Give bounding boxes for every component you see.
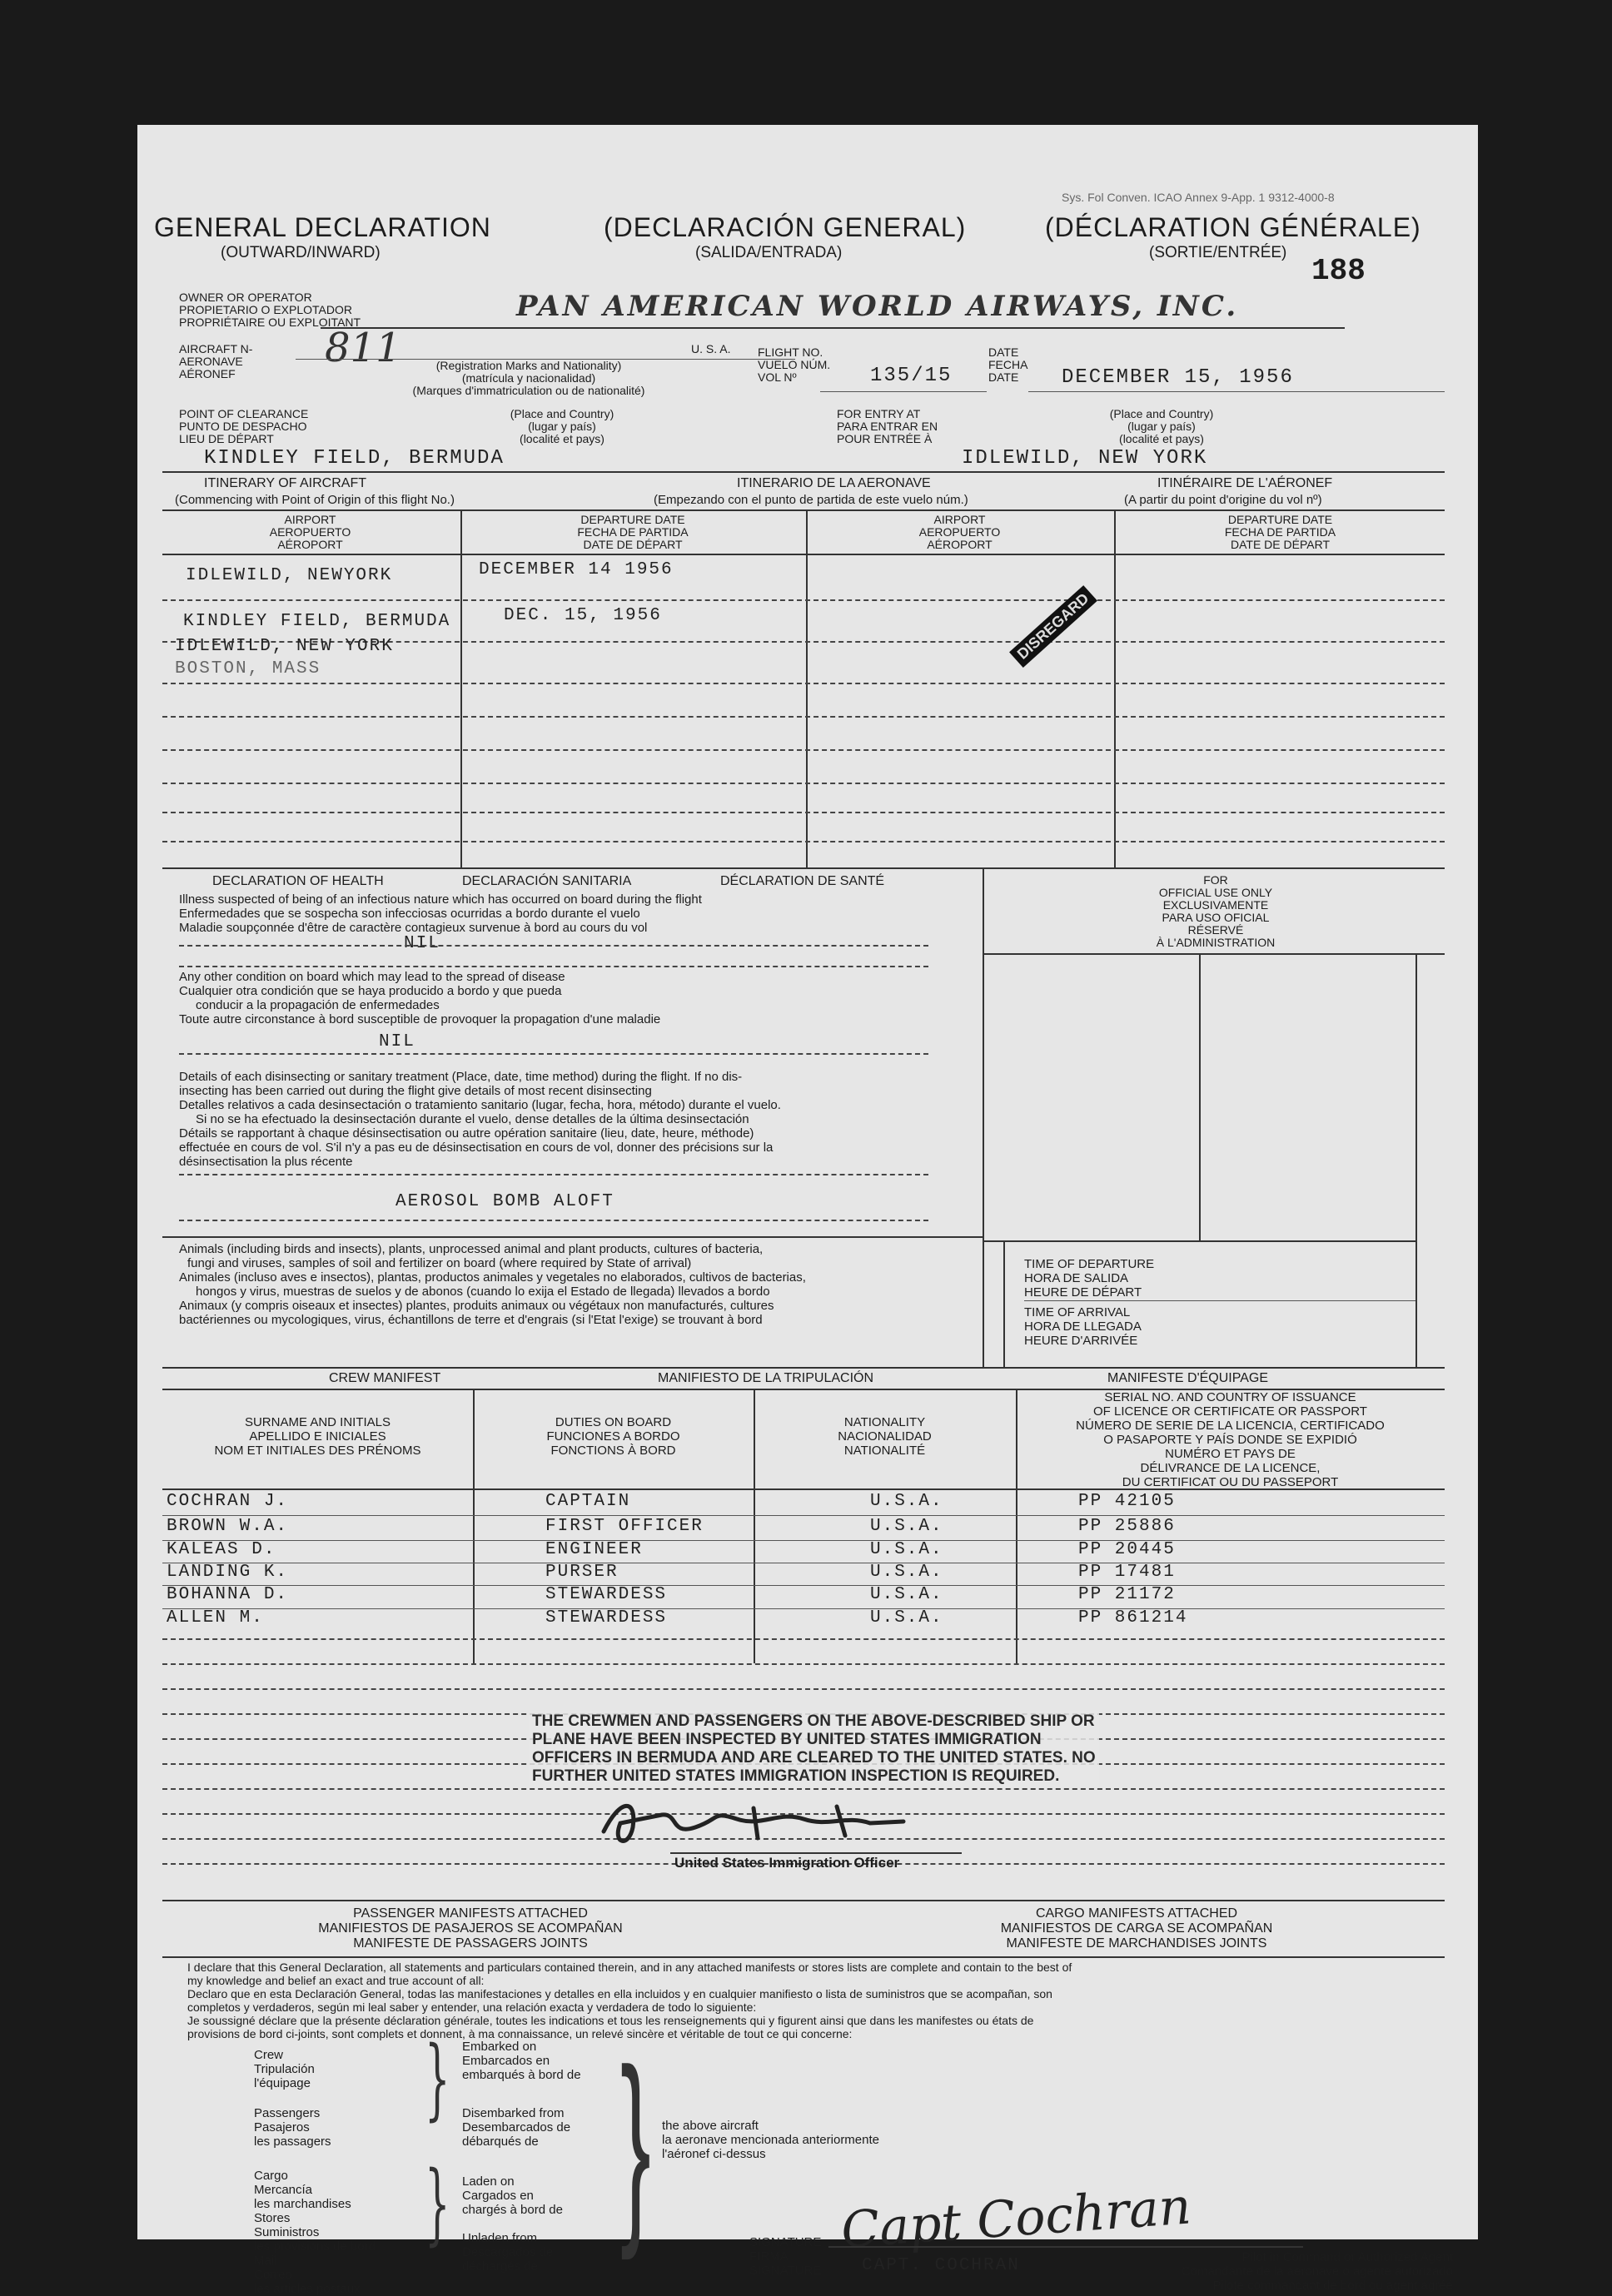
declaration-crew: Crew Tripulación l'équipage	[254, 2048, 315, 2090]
crew-license-5: PP 21172	[1078, 1585, 1176, 1604]
form-reference: Sys. Fol Conven. ICAO Annex 9-App. 1 9312-4000-8	[1062, 191, 1335, 204]
crew-name-1: COCHRAN J.	[167, 1492, 289, 1511]
crew-license-2: PP 25886	[1078, 1517, 1176, 1536]
itinerary-note-en: (Commencing with Point of Origin of this flight No.)	[175, 493, 455, 507]
official-use-label: FOR OFFICIAL USE ONLY EXCLUSIVAMENTE PARA USO OFICIAL RÉSERVÉ À L'ADMINISTRATION	[1156, 873, 1276, 949]
flight-number: 135/15	[870, 365, 953, 387]
health-q2: Any other condition on board which may lead to the spread of disease Cualquier otra condición que se haya producido a bordo y que pueda conducir a la propagación de enfermedades Toute autre circonstance à bord susceptible de provoquer la propagation d'une maladie	[179, 970, 661, 1026]
col-airport-2: AIRPORT AEROPUERTO AÉROPORT	[918, 513, 1001, 551]
itinerary-airport-row-1: IDLEWILD, NEWYORK	[186, 566, 393, 585]
crew-title-es: MANIFIESTO DE LA TRIPULACIÓN	[658, 1371, 874, 1385]
crew-duty-4: PURSER	[545, 1563, 619, 1582]
flight-label: FLIGHT NO. VUELO NÚM. VOL Nº	[758, 345, 831, 384]
health-title-es: DECLARACIÓN SANITARIA	[462, 874, 632, 888]
crew-title-en: CREW MANIFEST	[329, 1371, 441, 1385]
title-es: (DECLARACIÓN GENERAL)	[604, 212, 967, 242]
itinerary-airport-row-3: IDLEWILD, NEW YORK	[175, 637, 394, 656]
subtitle-fr: (SORTIE/ENTRÉE)	[1149, 244, 1287, 261]
health-q3: Details of each disinsecting or sanitary treatment (Place, date, time method) during the flight. If no dis- insecting has been carried out during the flight give details of most recent disinsecting Detalles relativos a cada desinsectación o tratamiento sanitario (lugar, fecha, hora, método) durante el vuelo. Si no se ha efectuado la desinsectación durante el vuelo, dense detalles de la última desinsectación Détails se rapportant à chaque désinsectisation ou autre opération sanitaire (lieu, date, heure, méthode) effectuée en cours de vol. S'il n'y a pas eu de désinsectisation en cours de vol, donner des précisions sur la désinsectisation la plus récente	[179, 1070, 781, 1169]
crew-nat-2: U.S.A.	[870, 1517, 943, 1536]
declaration-disembarked: Disembarked from Desembarcados de débarqués de	[462, 2106, 571, 2149]
operator-label: OWNER OR OPERATOR PROPIETARIO O EXPLOTADOR PROPRIÉTAIRE OU EXPLOITANT	[179, 291, 361, 329]
crew-nat-6: U.S.A.	[870, 1608, 943, 1628]
crew-license-3: PP 20445	[1078, 1540, 1176, 1559]
operator-value: PAN AMERICAN WORLD AIRWAYS, INC.	[516, 290, 1239, 323]
brace-3: }	[620, 2025, 651, 2262]
crew-duty-6: STEWARDESS	[545, 1608, 668, 1628]
flight-date: DECEMBER 15, 1956	[1062, 366, 1294, 389]
crew-name-3: KALEAS D.	[167, 1540, 276, 1559]
declaration-embarked: Embarked on Embarcados en embarqués à bord de	[462, 2040, 581, 2082]
time-of-arrival-label: TIME OF ARRIVAL HORA DE LLEGADA HEURE D'ARRIVÉE	[1024, 1305, 1142, 1348]
title-fr: (DÉCLARATION GÉNÉRALE)	[1045, 212, 1421, 242]
disregard-stamp: DISREGARD	[1009, 585, 1097, 668]
itinerary-title-en: ITINERARY OF AIRCRAFT	[204, 476, 366, 490]
declaration-text: I declare that this General Declaration, all statements and particulars contained therein, and in any attached manifests or stores lists are complete and contain to the best of my knowledge and belief an exact and true account of all: Declaro que en esta Declaración General, todas las manifestaciones y detalles en ella incluidos y en cualquier manifiesto o lista de suministros que se acompañan, son completos y verdaderos, según mi leal saber y entender, una relación exacta y verdadera de todo lo siguiente: Je soussigné déclare que la présente déclaration générale, toutes les indications et tous les renseignements qui y figurent ainsi que dans les manifestes ou états de provisions de bord ci-joints, sont complets et donnent, à ma connaissance, un relevé sincère et véritable de tout ce qui concerne:	[187, 1961, 1072, 2040]
crew-license-6: PP 861214	[1078, 1608, 1188, 1628]
aircraft-registration: 811	[325, 325, 401, 371]
declaration-mail: Mail Correo les articles postaux	[254, 2254, 361, 2296]
crew-duty-3: ENGINEER	[545, 1540, 643, 1559]
crew-name-4: LANDING K.	[167, 1563, 289, 1582]
itinerary-date-row-2: DEC. 15, 1956	[504, 606, 662, 625]
health-q1: Illness suspected of being of an infectious nature which has occurred on board during the flight Enfermedades que se sospecha son infecciosas ocurridas a bordo durante el vuelo Maladie soupçonnée d'être de caractère contagieux survenue à bord au cours du vol	[179, 892, 702, 935]
itinerary-title-fr: ITINÉRAIRE DE L'AÉRONEF	[1157, 476, 1333, 490]
immigration-stamp: THE CREWMEN AND PASSENGERS ON THE ABOVE-DESCRIBED SHIP OR PLANE HAVE BEEN INSPECTED BY UNITED STATES IMMIGRATION OFFICERS IN BERMUDA AND ARE CLEARED TO THE UNITED STATES. NO FURTHER UNITED STATES IMMIGRATION INSPECTION IS REQUIRED.	[529, 1711, 1099, 1787]
health-a1: NIL	[404, 934, 440, 953]
immigration-officer-signature	[587, 1790, 987, 1852]
aircraft-label: AIRCRAFT N- AERONAVE AÉRONEF	[179, 342, 253, 380]
crew-nat-5: U.S.A.	[870, 1585, 943, 1604]
crew-name-5: BOHANNA D.	[167, 1585, 289, 1604]
declaration-laden: Laden on Cargados en chargés à bord de	[462, 2174, 563, 2217]
crew-name-6: ALLEN M.	[167, 1608, 264, 1628]
crew-col-license: SERIAL NO. AND COUNTRY OF ISSUANCE OF LICENCE OR CERTIFICATE OR PASSPORT NÚMERO DE SERIE DE LA LICENCIA, CERTIFICADO O PASAPORTE Y PAÍS DONDE SE EXPIDIÓ NUMÉRO ET PAYS DE DÉLIVRANCE DE LA LICENCE, DU CERTIFICAT OU DU PASSEPORT	[1076, 1390, 1385, 1489]
brace-2: }	[425, 2153, 450, 2256]
crew-duty-2: FIRST OFFICER	[545, 1517, 704, 1536]
date-label: DATE FECHA DATE	[988, 345, 1028, 384]
cargo-manifests-label: CARGO MANIFESTS ATTACHED MANIFIESTOS DE CARGA SE ACOMPAÑAN MANIFESTE DE MARCHANDISES JOINTS	[1000, 1906, 1273, 1951]
itinerary-date-row-1: DECEMBER 14 1956	[479, 560, 674, 579]
crew-duty-1: CAPTAIN	[545, 1492, 631, 1511]
signature-label: SIGNATURE FIRMA SIGNATURE	[749, 2235, 822, 2278]
itinerary-title-es: ITINERARIO DE LA AERONAVE	[737, 476, 931, 490]
usa-label: U. S. A.	[691, 342, 731, 355]
itinerary-airport-row-2: KINDLEY FIELD, BERMUDA	[183, 612, 451, 631]
clearance-value: KINDLEY FIELD, BERMUDA	[204, 447, 505, 470]
crew-license-4: PP 17481	[1078, 1563, 1176, 1582]
entry-value: IDLEWILD, NEW YORK	[962, 447, 1208, 470]
itinerary-airport-row-4: BOSTON, MASS	[175, 659, 321, 678]
crew-name-2: BROWN W.A.	[167, 1517, 289, 1536]
health-a3: AEROSOL BOMB ALOFT	[396, 1192, 614, 1211]
crew-nat-1: U.S.A.	[870, 1492, 943, 1511]
crew-license-1: PP 42105	[1078, 1492, 1176, 1511]
subtitle-en: (OUTWARD/INWARD)	[221, 244, 381, 261]
crew-nat-4: U.S.A.	[870, 1563, 943, 1582]
time-of-departure-label: TIME OF DEPARTURE HORA DE SALIDA HEURE DE DÉPART	[1024, 1257, 1155, 1300]
crew-nat-3: U.S.A.	[870, 1540, 943, 1559]
col-departure-1: DEPARTURE DATE FECHA DE PARTIDA DATE DE DÉPART	[577, 513, 689, 551]
crew-duty-5: STEWARDESS	[545, 1585, 668, 1604]
captain-signature: Capt Cochran	[839, 2177, 1193, 2260]
aircraft-marks-label: (Registration Marks and Nationality) (matrícula y nacionalidad) (Marques d'immatriculation ou de nationalité)	[412, 359, 645, 397]
health-title-en: DECLARATION OF HEALTH	[212, 874, 384, 888]
declaration-passengers: Passengers Pasajeros les passagers	[254, 2106, 331, 2149]
declaration-unladen: Unladen from Descargados de déchargés de	[462, 2231, 554, 2274]
immigration-officer-label: United States Immigration Officer	[674, 1855, 900, 1871]
crew-col-name: SURNAME AND INITIALS APELLIDO E INICIALES NOM ET INITIALES DES PRÉNOMS	[214, 1415, 421, 1458]
clearance-label: POINT OF CLEARANCE PUNTO DE DESPACHO LIEU DE DÉPART	[179, 407, 309, 445]
health-a2: NIL	[379, 1032, 415, 1051]
brace-1: }	[425, 2028, 450, 2131]
sheet-number: 188	[1311, 254, 1366, 288]
itinerary-note-es: (Empezando con el punto de partida de este vuelo núm.)	[654, 493, 968, 507]
declaration-form	[137, 125, 1478, 2296]
subtitle-es: (SALIDA/ENTRADA)	[695, 244, 843, 261]
declaration-stores: Stores Suministros les provisions de bord	[254, 2211, 376, 2254]
health-title-fr: DÉCLARATION DE SANTÉ	[720, 874, 885, 888]
entry-place-label: (Place and Country) (lugar y país) (localité et pays)	[1109, 407, 1214, 445]
passenger-manifests-label: PASSENGER MANIFESTS ATTACHED MANIFIESTOS DE PASAJEROS SE ACOMPAÑAN MANIFESTE DE PASSAGERS JOINTS	[318, 1906, 623, 1951]
col-airport-1: AIRPORT AEROPUERTO AÉROPORT	[269, 513, 351, 551]
declaration-above-aircraft: the above aircraft la aeronave mencionada anteriormente l'aéronef ci-dessus	[662, 2119, 879, 2161]
crew-col-nationality: NATIONALITY NACIONALIDAD NATIONALITÉ	[838, 1415, 932, 1458]
col-departure-2: DEPARTURE DATE FECHA DE PARTIDA DATE DE DÉPART	[1224, 513, 1336, 551]
itinerary-note-fr: (A partir du point d'origine du vol nº)	[1124, 493, 1322, 507]
crew-col-duty: DUTIES ON BOARD FUNCIONES A BORDO FONCTIONS À BORD	[546, 1415, 680, 1458]
entry-label: FOR ENTRY AT PARA ENTRAR EN POUR ENTRÉE À	[837, 407, 938, 445]
declaration-cargo: Cargo Mercancía les marchandises	[254, 2169, 351, 2211]
signature-name: CAPT. COCHRAN	[862, 2256, 1020, 2275]
crew-title-fr: MANIFESTE D'ÉQUIPAGE	[1107, 1371, 1269, 1385]
title-en: GENERAL DECLARATION	[154, 212, 491, 242]
health-animals: Animals (including birds and insects), plants, unprocessed animal and plant products, cultures of bacteria, fungi and viruses, samples of soil and fertilizer on board (where required by State of arrival) Animales (incluso aves e insectos), plantas, productos animales y vegetales no elaborados, cultivos de bacterias, hongos y virus, muestras de suelos y de abonos (cuando lo exija el Estado de llegada) llevados a bordo Animaux (y compris oiseaux et insectes) plantes, produits animaux ou végétaux non manufacturés, cultures bactériennes ou mycologiques, virus, échantillons de terre et d'engrais (si l'Etat l'exige) se trouvant à bord	[179, 1242, 806, 1327]
clearance-place-label: (Place and Country) (lugar y país) (localité et pays)	[510, 407, 614, 445]
agent-label: Pilot in Command or Authorized Agent Comandante de la aeronave o agente autorizado Pilote commandant de bord ou agent agréé	[1181, 2250, 1453, 2293]
